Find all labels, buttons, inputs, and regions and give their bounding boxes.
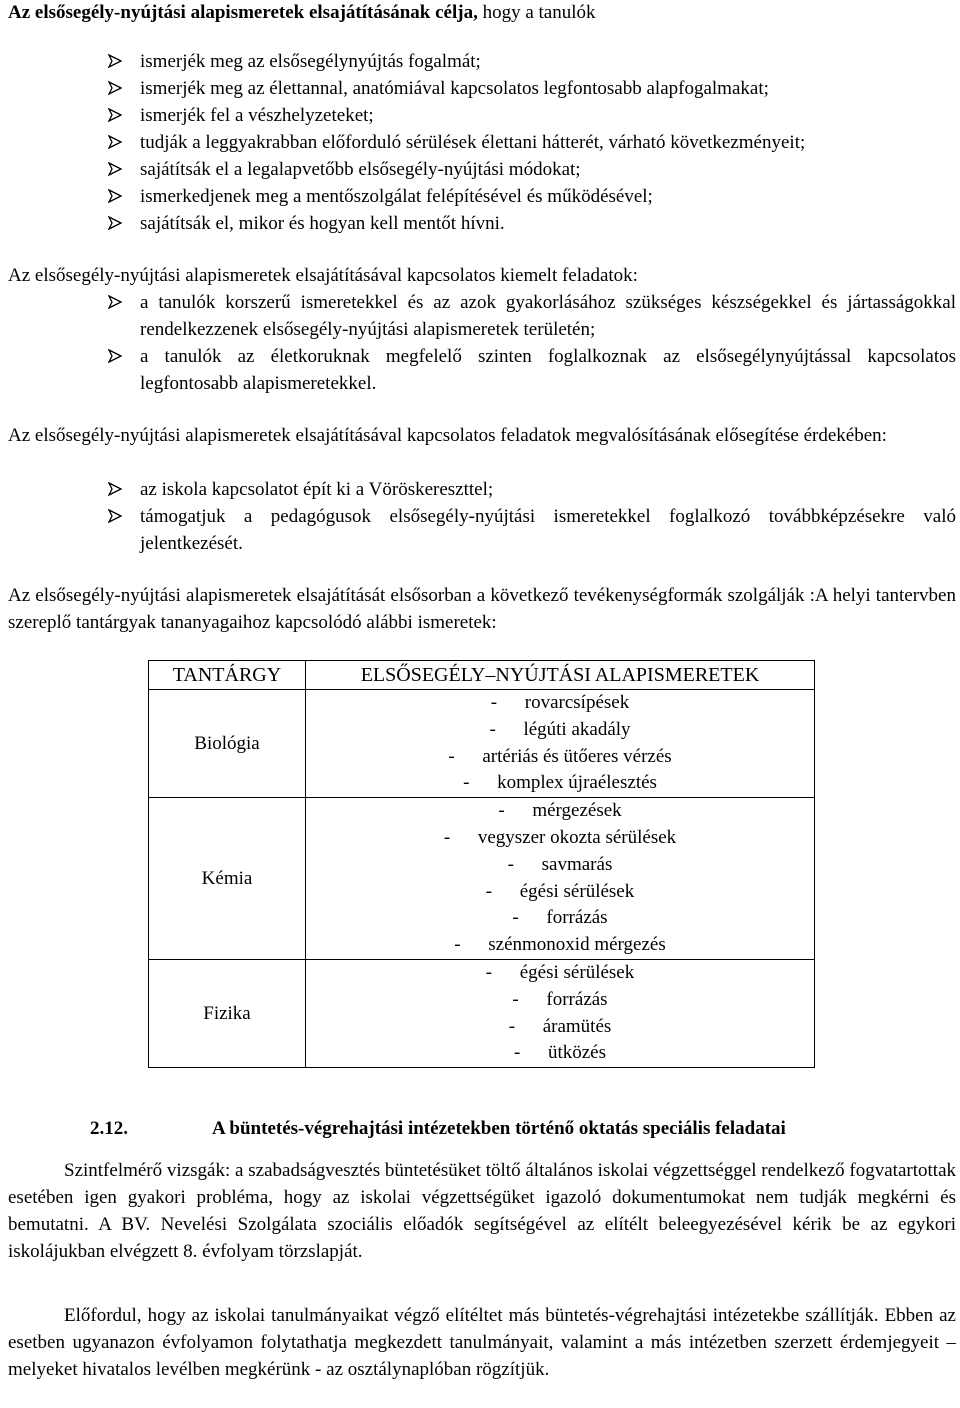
paragraph: Előfordul, hogy az iskolai tanulmányaikat végző elítéltet más büntetés-végrehajtási intézetekbe szállítják. Ebben az esetben ugyanazon évfolyamon folytathatja megkezdett tanulmányait, valamint a más intézetben szerzett érdemjegyeit – melyeket hivatalos levélben megkérünk - az osztálynaplóban rögzítjük. — [8, 1305, 956, 1380]
topic-item: - komplex újraélesztés — [463, 772, 657, 794]
subject-cell: Kémia — [149, 798, 306, 960]
table-row — [149, 690, 815, 798]
section-heading — [90, 1118, 786, 1140]
topic-item: - szénmonoxid mérgezés — [454, 934, 666, 956]
arrow-bullet-icon — [108, 135, 122, 149]
topic-item: - áramütés — [508, 1015, 612, 1037]
topics-cell — [306, 798, 815, 960]
arrow-bullet-icon — [108, 162, 122, 176]
header-topics: ELSŐSEGÉLY–NYÚJTÁSI ALAPISMERETEK — [306, 661, 815, 690]
arrow-bullet-icon — [108, 108, 122, 122]
topic-item: - artériás és ütőeres vérzés — [448, 745, 672, 767]
topic-item: - ütközés — [513, 1042, 607, 1064]
topic-item: - forrázás — [512, 988, 608, 1010]
table-row — [149, 798, 815, 960]
list-item: ismerkedjenek meg a mentőszolgálat felépítésével és működésével; — [8, 183, 956, 210]
activities-intro: Az elsősegély-nyújtási alapismeretek elsajátítását elsősorban a következő tevékenységformák szolgálják :A helyi tantervben szereplő tantárgyak tananyagaihoz kapcsolódó alábbi ismeretek: — [8, 585, 956, 633]
section-title: A büntetés-végrehajtási intézetekben történő oktatás speciális feladatai — [212, 1118, 786, 1139]
goals-heading-bold: Az elsősegély-nyújtási alapismeretek elsajátításának célja, — [8, 2, 478, 23]
table-header-row — [149, 661, 815, 690]
list-item: a tanulók az életkoruknak megfelelő szinten foglalkoznak az elsősegélynyújtással kapcsolatos legfontosabb alapismeretekkel. — [8, 343, 956, 397]
header-subject: TANTÁRGY — [149, 661, 306, 690]
support-list — [8, 476, 956, 557]
goals-heading — [8, 2, 596, 24]
list-item: a tanulók korszerű ismeretekkel és az azok gyakorlásához szükséges készségekkel és jártasságokkal rendelkezzenek elsősegély-nyújtási alapismeretek területén; — [8, 289, 956, 343]
topic-item: - vegyszer okozta sérülések — [443, 826, 677, 848]
tasks-list — [8, 289, 956, 397]
topic-item: - légúti akadály — [489, 718, 631, 740]
arrow-bullet-icon — [108, 189, 122, 203]
arrow-bullet-icon — [108, 482, 122, 496]
arrow-bullet-icon — [108, 54, 122, 68]
list-item: tudják a leggyakrabban előforduló sérülések élettani hátterét, várható következményeit; — [8, 129, 956, 156]
support-intro: Az elsősegély-nyújtási alapismeretek elsajátításával kapcsolatos feladatok megvalósításának elősegítése érdekében: — [8, 425, 887, 446]
subject-cell: Biológia — [149, 690, 306, 798]
topic-item: - savmarás — [507, 853, 613, 875]
topic-item: - égési sérülések — [485, 961, 635, 983]
arrow-bullet-icon — [108, 295, 122, 309]
topic-item: - mérgezések — [498, 800, 622, 822]
topics-cell — [306, 690, 815, 798]
arrow-bullet-icon — [108, 349, 122, 363]
arrow-bullet-icon — [108, 509, 122, 523]
paragraph: Szintfelmérő vizsgák: a szabadságvesztés büntetésüket töltő általános iskolai végzettséggel rendelkező fogvatartottak esetében igen gyakori probléma, hogy az iskolai végzettségüket igazoló dokumentumokat nem tudják megkérni és bemutatni. A BV. Nevelési Szolgálata szociális előadók segítségével az elítélt beleegyezésével kérik be az egykori iskolájukban elvégzett 8. évfolyam törzslapját. — [8, 1160, 956, 1262]
subject-cell: Fizika — [149, 959, 306, 1067]
topics-cell — [306, 959, 815, 1067]
list-item: támogatjuk a pedagógusok elsősegély-nyújtási ismeretekkel foglalkozó továbbképzésekre való jelentkezését. — [8, 503, 956, 557]
subjects-table — [148, 660, 815, 1068]
section-number: 2.12. — [90, 1118, 128, 1139]
list-item: ismerjék meg az élettannal, anatómiával kapcsolatos legfontosabb alapfogalmakat; — [8, 75, 956, 102]
goals-list — [8, 48, 956, 237]
list-item: ismerjék fel a vészhelyzeteket; — [8, 102, 956, 129]
goals-heading-rest: hogy a tanulók — [477, 2, 596, 23]
arrow-bullet-icon — [108, 81, 122, 95]
tasks-intro: Az elsősegély-nyújtási alapismeretek elsajátításával kapcsolatos kiemelt feladatok: — [8, 265, 638, 286]
list-item: ismerjék meg az elsősegélynyújtás fogalmát; — [8, 48, 956, 75]
topic-item: - forrázás — [512, 907, 608, 929]
list-item: az iskola kapcsolatot épít ki a Vöröskereszttel; — [8, 476, 956, 503]
list-item: sajátítsák el, mikor és hogyan kell mentőt hívni. — [8, 210, 956, 237]
list-item: sajátítsák el a legalapvetőbb elsősegély-nyújtási módokat; — [8, 156, 956, 183]
table-row — [149, 959, 815, 1067]
arrow-bullet-icon — [108, 216, 122, 230]
topic-item: - égési sérülések — [485, 880, 635, 902]
topic-item: - rovarcsípések — [490, 692, 630, 713]
